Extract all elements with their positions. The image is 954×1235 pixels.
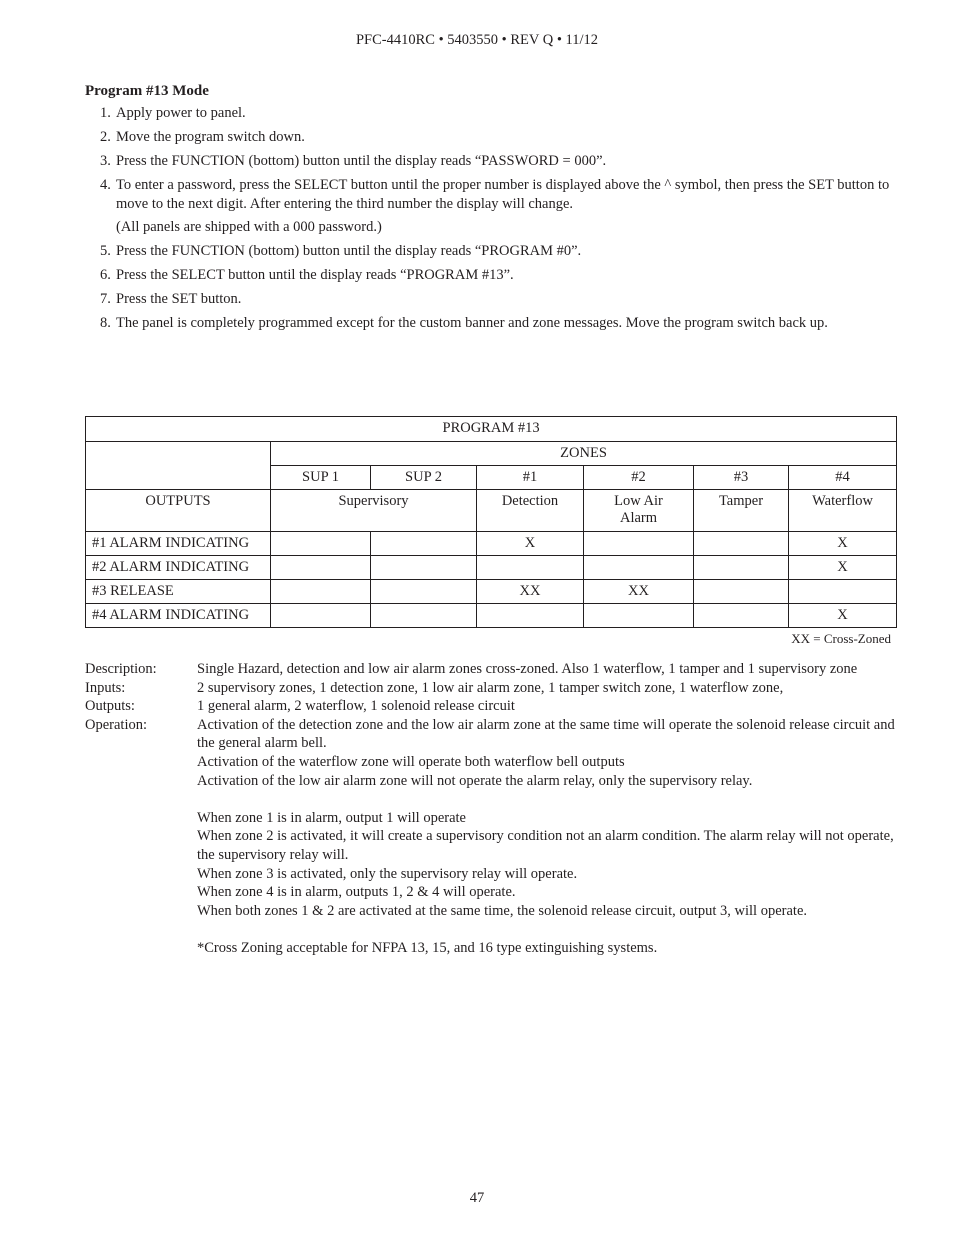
step-text: To enter a password, press the SELECT button until the proper number is displayed above the ^ symbol, then press the SET button to move to the next digit. After entering the third number the display will change. — [116, 177, 890, 212]
table-cell — [371, 532, 477, 556]
spacer — [197, 920, 897, 939]
step-number: 4. — [100, 177, 111, 193]
step-number: 5. — [100, 243, 111, 259]
table-cell — [694, 556, 789, 580]
table-cell — [584, 604, 694, 628]
description-label: Description: — [85, 661, 157, 677]
step-item — [100, 242, 900, 261]
program-table — [85, 416, 897, 628]
table-cell: X — [789, 604, 897, 628]
outputs-label: OUTPUTS — [86, 490, 271, 532]
table-cell — [694, 532, 789, 556]
table-cell — [371, 604, 477, 628]
description-block — [85, 660, 897, 958]
table-row — [86, 532, 897, 556]
step-item — [100, 266, 900, 285]
spacer — [197, 790, 897, 809]
column-header: #1 — [477, 466, 584, 490]
table-cell — [371, 556, 477, 580]
step-text: Move the program switch down. — [116, 129, 305, 145]
step-item — [100, 314, 900, 333]
table-row — [86, 556, 897, 580]
table-cell — [271, 532, 371, 556]
zone-line: When zone 2 is activated, it will create a supervisory condition not an alarm condition. The alarm relay will not operate, the supervisory relay will. — [197, 828, 894, 863]
step-text: Press the SET button. — [116, 291, 242, 307]
zone-type: Tamper — [694, 490, 789, 532]
page-number: 47 — [469, 1190, 485, 1206]
inputs-text: 2 supervisory zones, 1 detection zone, 1 low air alarm zone, 1 tamper switch zone, 1 waterflow zone, — [197, 679, 784, 696]
section-title: Program #13 Mode — [85, 83, 209, 99]
operation-line: Activation of the low air alarm zone will not operate the alarm relay, only the supervisory relay. — [197, 772, 753, 789]
operation-line: Activation of the detection zone and the low air alarm zone at the same time will operate the solenoid release circuit and the general alarm bell. — [197, 716, 895, 752]
column-header: SUP 1 — [271, 466, 371, 490]
outputs-text: 1 general alarm, 2 waterflow, 1 solenoid release circuit — [197, 698, 515, 715]
zone-line: When zone 4 is in alarm, outputs 1, 2 & 4 will operate. — [197, 884, 516, 901]
table-cell: XX — [584, 580, 694, 604]
password-note: (All panels are shipped with a 000 password.) — [116, 219, 382, 235]
step-text: Press the FUNCTION (bottom) button until the display reads “PROGRAM #0”. — [116, 243, 582, 259]
zone-line: When zone 3 is activated, only the supervisory relay will operate. — [197, 865, 578, 882]
zone-line: When zone 1 is in alarm, output 1 will operate — [197, 809, 466, 826]
zone-type: Waterflow — [789, 490, 897, 532]
inputs-label: Inputs: — [85, 679, 126, 696]
step-text: Press the SELECT button until the display reads “PROGRAM #13”. — [116, 267, 514, 283]
table-cell — [477, 556, 584, 580]
steps-list — [100, 104, 900, 338]
row-label: #2 ALARM INDICATING — [86, 556, 271, 580]
operation-line: Activation of the waterflow zone will operate both waterflow bell outputs — [197, 753, 625, 770]
zone-line: When both zones 1 & 2 are activated at the same time, the solenoid release circuit, output 3, will operate. — [197, 902, 807, 919]
row-label: #3 RELEASE — [86, 580, 271, 604]
description-row — [85, 660, 897, 679]
table-title: PROGRAM #13 — [86, 417, 897, 442]
outputs-row — [85, 697, 897, 716]
table-cell: X — [789, 556, 897, 580]
table-cell — [271, 580, 371, 604]
column-header: #4 — [789, 466, 897, 490]
step-text: Press the FUNCTION (bottom) button until the display reads “PASSWORD = 000”. — [116, 153, 607, 169]
step-item — [100, 290, 900, 309]
zone-type: Detection — [477, 490, 584, 532]
inputs-row — [85, 679, 897, 698]
step-text: Apply power to panel. — [116, 105, 246, 121]
footnote: *Cross Zoning acceptable for NFPA 13, 15, and 16 type extinguishing systems. — [197, 939, 658, 956]
step-number: 2. — [100, 129, 111, 145]
zone-type: Supervisory — [271, 490, 477, 532]
step-item — [100, 176, 900, 214]
column-header: #3 — [694, 466, 789, 490]
table-corner — [86, 442, 271, 490]
table-row — [86, 604, 897, 628]
table-cell — [584, 532, 694, 556]
table-cell — [694, 604, 789, 628]
column-header: SUP 2 — [371, 466, 477, 490]
table-cell — [271, 604, 371, 628]
table-cell: XX — [477, 580, 584, 604]
zone-type: Low Air Alarm — [584, 490, 694, 532]
step-number: 1. — [100, 105, 111, 121]
step-number: 6. — [100, 267, 111, 283]
table-cell — [694, 580, 789, 604]
row-label: #1 ALARM INDICATING — [86, 532, 271, 556]
outputs-desc-label: Outputs: — [85, 698, 135, 715]
operation-label: Operation: — [85, 716, 148, 733]
step-text: The panel is completely programmed except for the custom banner and zone messages. Move the program switch back up. — [116, 315, 828, 331]
row-label: #4 ALARM INDICATING — [86, 604, 271, 628]
step-number: 7. — [100, 291, 111, 307]
step-item — [100, 152, 900, 171]
zones-header: ZONES — [271, 442, 897, 466]
page-header: PFC-4410RC • 5403550 • REV Q • 11/12 — [355, 32, 599, 48]
description-text: Single Hazard, detection and low air alarm zones cross-zoned. Also 1 waterflow, 1 tamper and 1 supervisory zone — [197, 661, 858, 677]
operation-text — [197, 716, 897, 958]
table-cell — [271, 556, 371, 580]
table-cell: X — [789, 532, 897, 556]
step-item — [100, 128, 900, 147]
table-cell — [789, 580, 897, 604]
column-header: #2 — [584, 466, 694, 490]
table-cell — [584, 556, 694, 580]
operation-row — [85, 716, 897, 958]
table-legend: XX = Cross-Zoned — [791, 631, 891, 646]
step-item — [100, 104, 900, 123]
step-number: 3. — [100, 153, 111, 169]
step-number: 8. — [100, 315, 111, 331]
table-row — [86, 580, 897, 604]
table-cell — [477, 604, 584, 628]
table-cell: X — [477, 532, 584, 556]
table-cell — [371, 580, 477, 604]
